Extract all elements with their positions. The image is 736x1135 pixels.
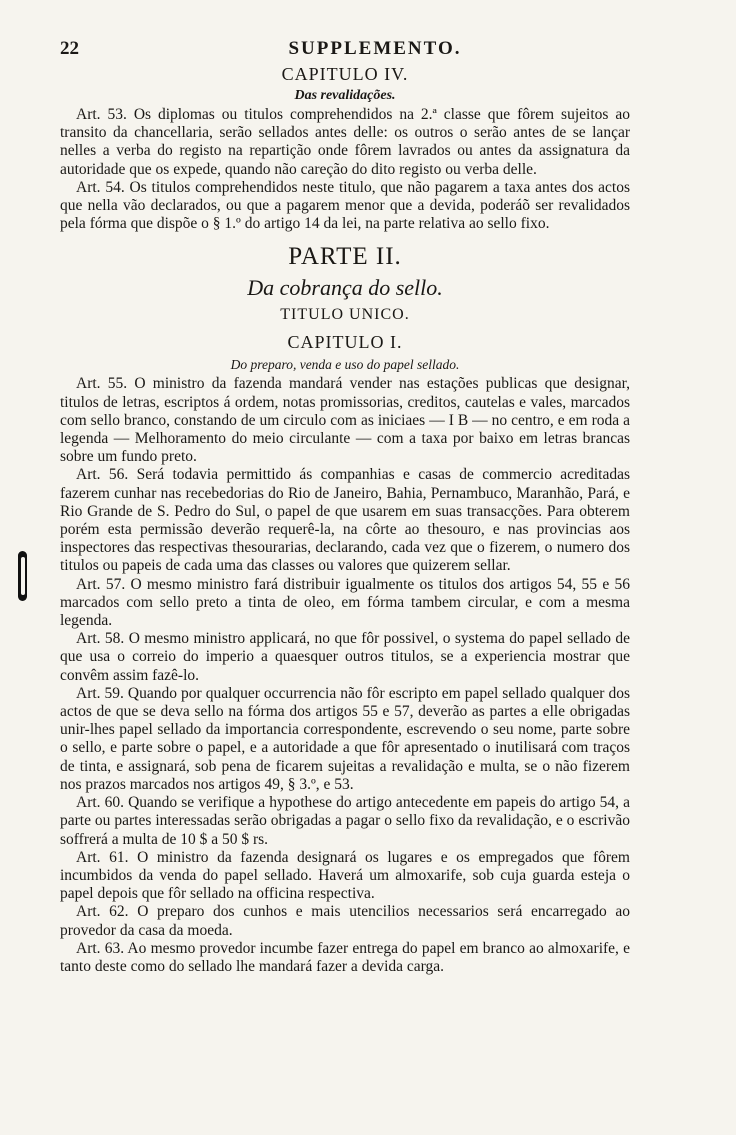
article: Art. 59. Quando por qualquer occurrencia não fôr escripto em papel sellado qualquer dos actos de que se deva sello na fórma dos artigos 55 e 57, deverão as partes a elle obrigadas unir-lhes papel sellado da importancia correspondente, escrevendo o seu nome, parte sobre o sello, e parte sobre o papel, e a autoridade a que fôr apresentado o inutilisará com traços de tinta, e assignará, sob pena de ficarem sujeitas a revalidação e multa, se o não fizerem nos prazos marcados nos artigos 49, § 3.º, e 53. [60, 684, 630, 793]
article: Art. 63. Ao mesmo provedor incumbe fazer entrega do papel em branco ao almoxarife, e tanto deste como do sellado lhe mandará fazer a devida carga. [60, 939, 630, 975]
binding-mark-icon [18, 551, 27, 601]
chapter-heading: CAPITULO IV. [281, 64, 409, 84]
page-number: 22 [60, 38, 79, 59]
article: Art. 60. Quando se verifique a hypothese do artigo antecedente em papeis do artigo 54, a parte ou partes interessadas serão obrigadas a pagar o sello fixo da revalidação, e o escrivão soffrerá a multa de 10 $ a 50 $ rs. [60, 794, 630, 848]
part-subtitle: Da cobrança do sello. [247, 275, 443, 301]
part-heading: PARTE II. [288, 243, 402, 271]
chapter-heading: CAPITULO I. [287, 332, 403, 353]
article: Art. 55. O ministro da fazenda mandará vender nas estações publicas que designar, titulos de letras, escriptos á ordem, notas promissorias, creditos, cautelas e vales, marcados com sello branco, constando de um circulo com as iniciaes — I B — no centro, e em roda a legenda — Melhoramento do meio circulante — com a taxa por baixo em letras brancas sobre um fundo preto. [60, 375, 630, 466]
page-body [60, 62, 630, 976]
article: Art. 62. O preparo dos cunhos e mais utencilios necessarios será encarregado ao provedor da casa da moeda. [60, 903, 630, 939]
chapter-subtitle: Das revalidações. [294, 88, 396, 103]
article: Art. 56. Será todavia permittido ás companhias e casas de commercio acreditadas fazerem cunhar nas recebedorias do Rio de Janeiro, Bahia, Pernambuco, Maranhão, Pará, e Rio Grande de S. Pedro do Sul, o papel de que usarem em suas transacções. Para obterem porém esta permissão deverão requerê-la, na côrte ao thesouro, e nas provincias aos inspectores das respectivas thesourarias, declarando, cada vez que o fizerem, o numero dos titulos ou papeis de cada uma das classes ou valores que quizerem sellar. [60, 466, 630, 575]
chapter-subtitle: Do preparo, venda e uso do papel sellado. [230, 357, 460, 373]
article: Art. 61. O ministro da fazenda designará os lugares e os empregados que fôrem incumbidos da venda do papel sellado. Haverá um almoxarife, sob cuja guarda esteja o papel depois que fôr sellado na officina respectiva. [60, 848, 630, 903]
running-title: SUPPLEMENTO. [288, 38, 462, 59]
article: Art. 54. Os titulos comprehendidos neste titulo, que não pagarem a taxa antes dos actos que nella vão declarados, ou que a pagarem menor que a devida, poderáõ ser revalidados pela fórma que dispõe o § 1.º do artigo 14 da lei, na parte relativa ao sello fixo. [60, 178, 630, 233]
article: Art. 58. O mesmo ministro applicará, no que fôr possivel, o systema do papel sellado de que usa o correio do imperio a quaesquer outros titulos, se a experiencia mostrar que convêm assim fazê-lo. [60, 630, 630, 684]
title-heading: TITULO UNICO. [280, 306, 410, 324]
article: Art. 57. O mesmo ministro fará distribuir igualmente os titulos dos artigos 54, 55 e 56 marcados com sello preto a tinta de oleo, em fórma tambem circular, e com a mesma legenda. [60, 575, 630, 630]
article: Art. 53. Os diplomas ou titulos comprehendidos na 2.ª classe que fôrem sujeitos ao transito da chancellaria, serão sellados antes delle: os outros o serão antes de se lançar nelles a verba do registo na repartição onde fôrem lavrados ou antes da assignatura da autoridade que os expede, quando não careção do dito registo ou verba delle. [60, 106, 630, 178]
